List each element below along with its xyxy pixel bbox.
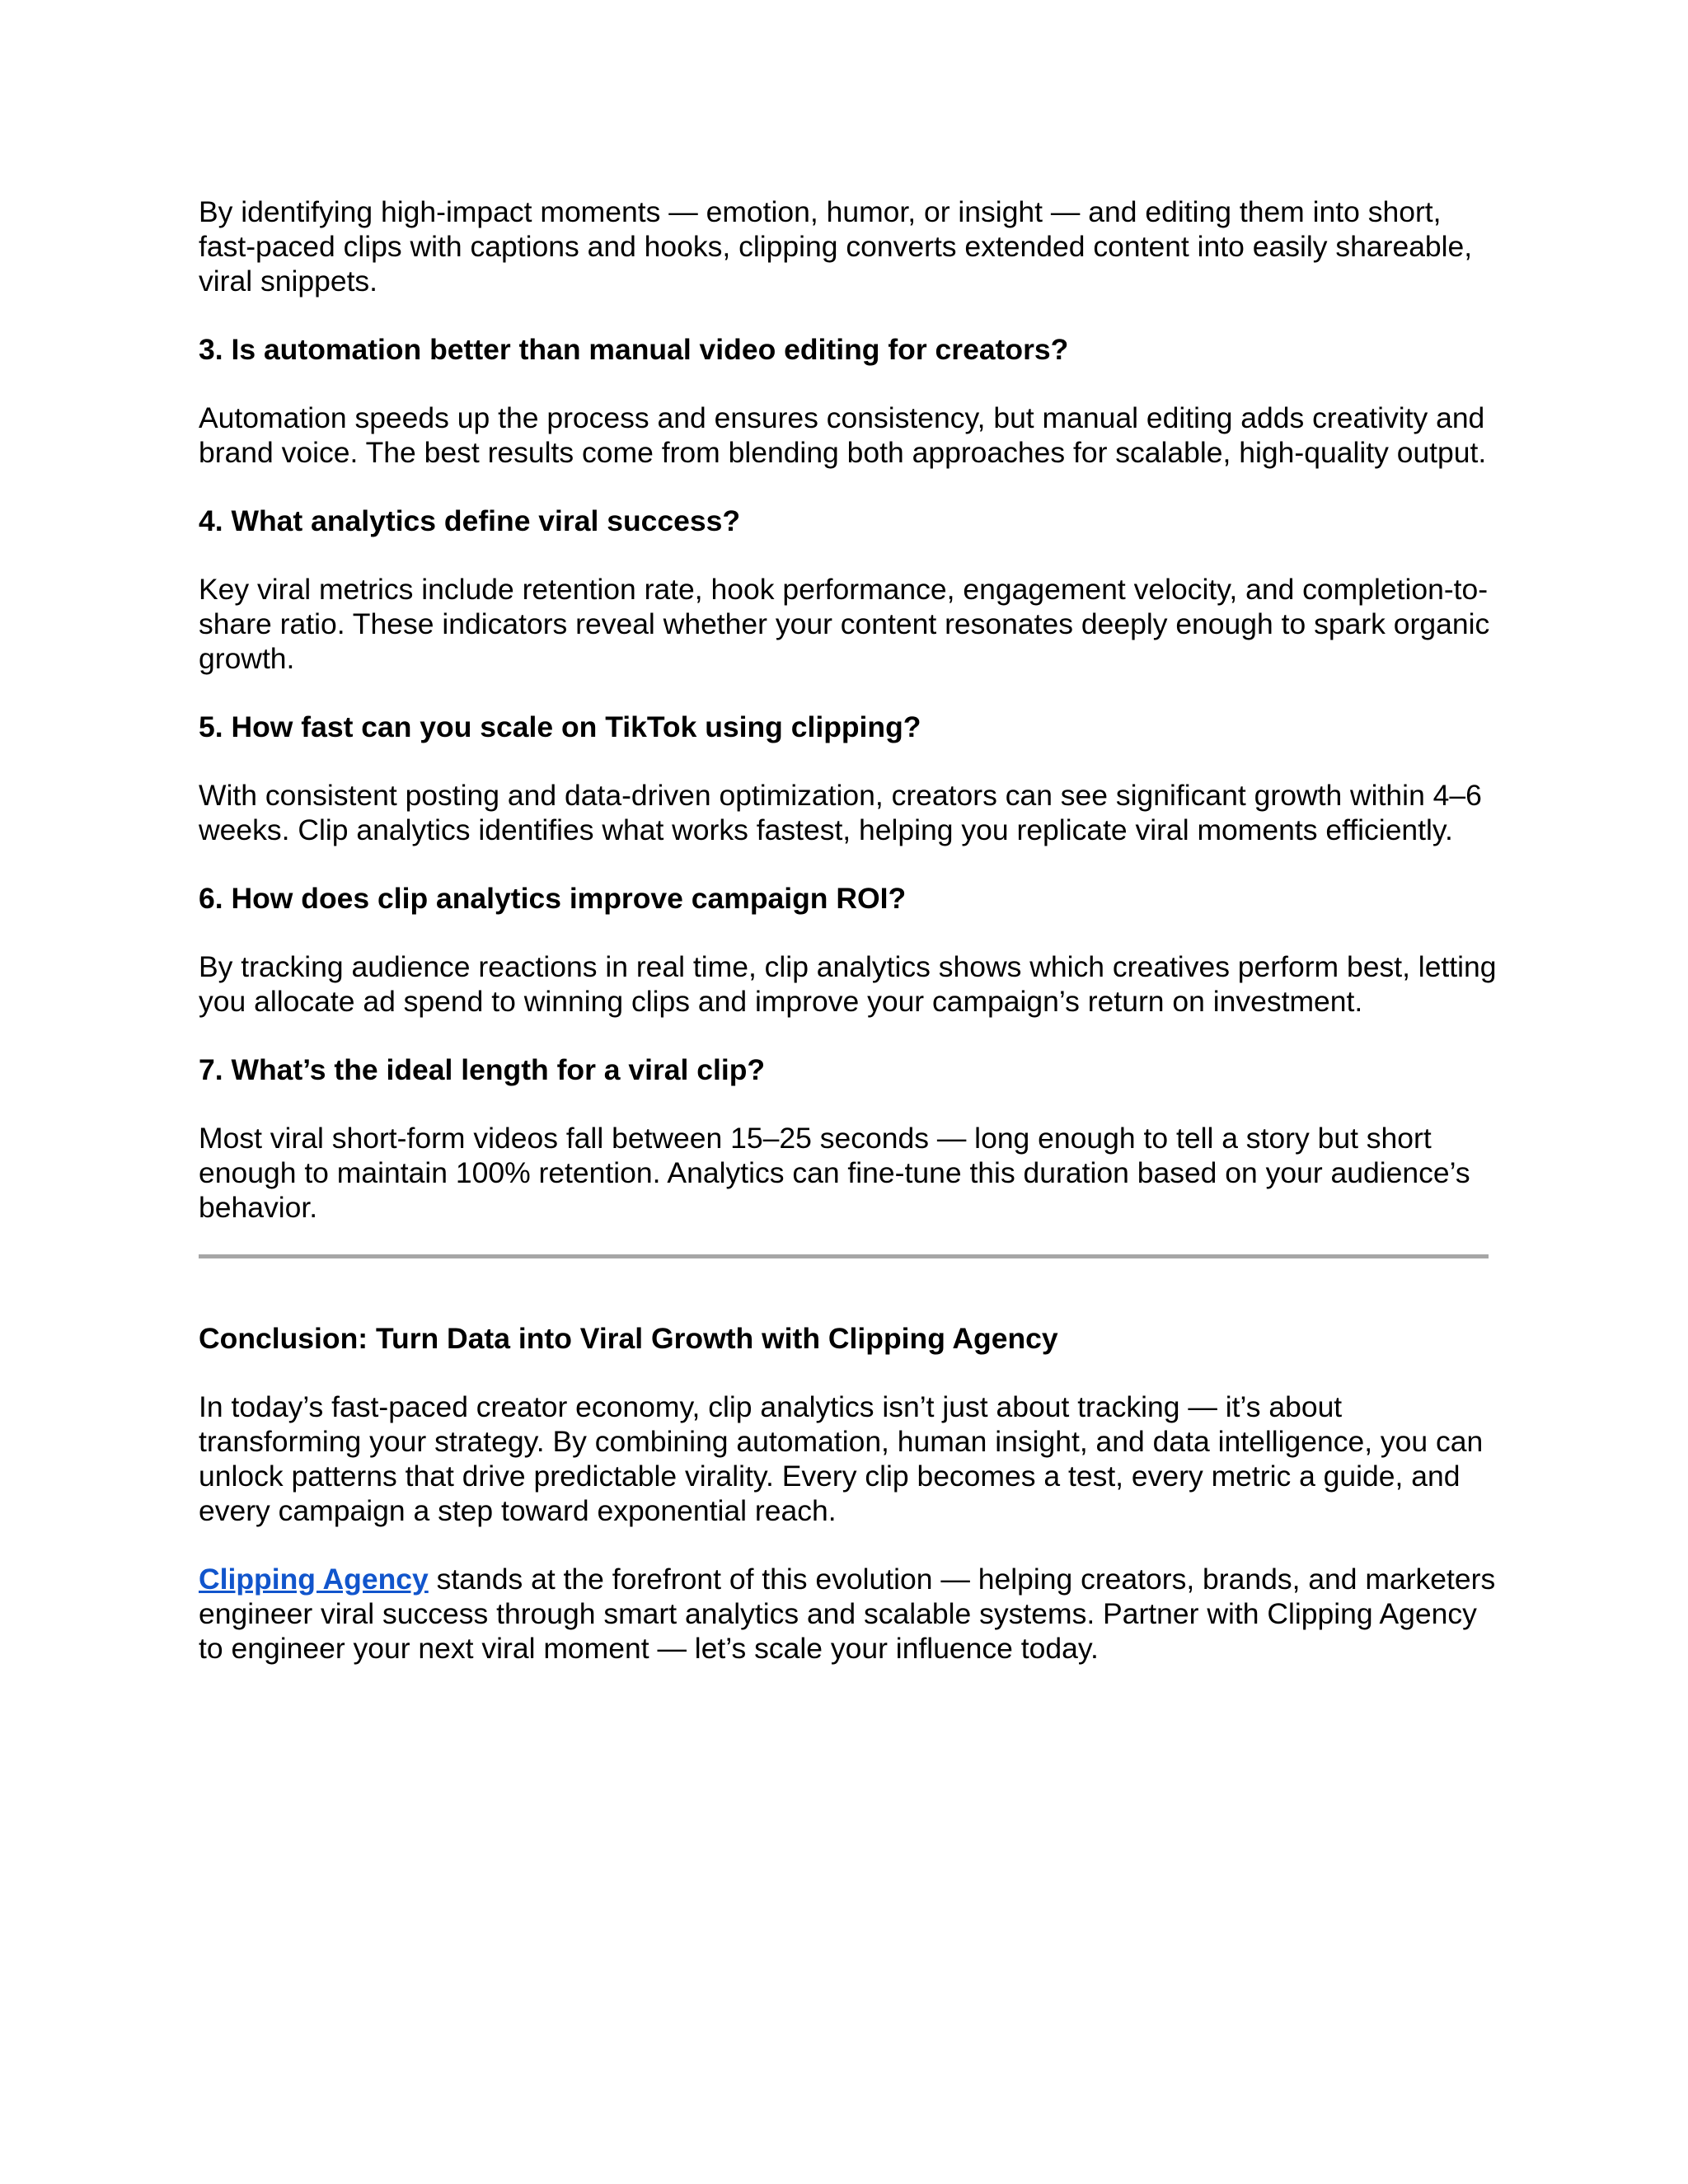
faq-answer-6: By tracking audience reactions in real time, clip analytics shows which creatives perform best, letting you allocate ad spend to winning clips and improve your campaign’s return on investment. — [199, 950, 1497, 1018]
faq-answer-4: Key viral metrics include retention rate, hook performance, engagement velocity, and completion-to-share ratio. These indicators reveal whether your content resonates deeply enough to spark organic growth. — [199, 573, 1490, 675]
faq-answer-7: Most viral short-form videos fall between 15–25 seconds — long enough to tell a story but short enough to maintain 100% retention. Analytics can fine-tune this duration based on your audience’s behavior. — [199, 1122, 1470, 1224]
conclusion-heading: Conclusion: Turn Data into Viral Growth with Clipping Agency — [199, 1322, 1058, 1355]
conclusion-paragraph-2-text: stands at the forefront of this evolution — helping creators, brands, and marketers engineer viral success through smart analytics and scalable systems. Partner with Clipping Agency to engineer your next viral moment — let’s scale your influence today. — [199, 1563, 1496, 1665]
conclusion-paragraph-1: In today’s fast-paced creator economy, clip analytics isn’t just about tracking — it’s about transforming your strategy. By combining automation, human insight, and data intelligence, you can unlock patterns that drive predictable virality. Every clip becomes a test, every metric a guide, and every campaign a step toward exponential reach. — [199, 1390, 1484, 1527]
faq-question-5: 5. How fast can you scale on TikTok using clipping? — [199, 710, 921, 743]
clipping-agency-link[interactable]: Clipping Agency — [199, 1563, 429, 1596]
faq-answer-3: Automation speeds up the process and ensures consistency, but manual editing adds creativity and brand voice. The best results come from blending both approaches for scalable, high-quality output. — [199, 401, 1487, 469]
faq-question-3: 3. Is automation better than manual video editing for creators? — [199, 333, 1069, 366]
section-divider — [199, 1254, 1489, 1258]
faq-question-7: 7. What’s the ideal length for a viral clip? — [199, 1053, 766, 1086]
document-body — [199, 194, 1501, 1666]
faq-answer-5: With consistent posting and data-driven optimization, creators can see significant growth within 4–6 weeks. Clip analytics identifies what works fastest, helping you replicate viral moments efficiently. — [199, 779, 1482, 846]
intro-paragraph: By identifying high-impact moments — emotion, humor, or insight — and editing them into short, fast-paced clips with captions and hooks, clipping converts extended content into easily shareable, viral snippets. — [199, 195, 1473, 298]
faq-question-4: 4. What analytics define viral success? — [199, 504, 741, 537]
conclusion-paragraph-2 — [199, 1562, 1501, 1666]
faq-question-6: 6. How does clip analytics improve campaign ROI? — [199, 882, 907, 915]
